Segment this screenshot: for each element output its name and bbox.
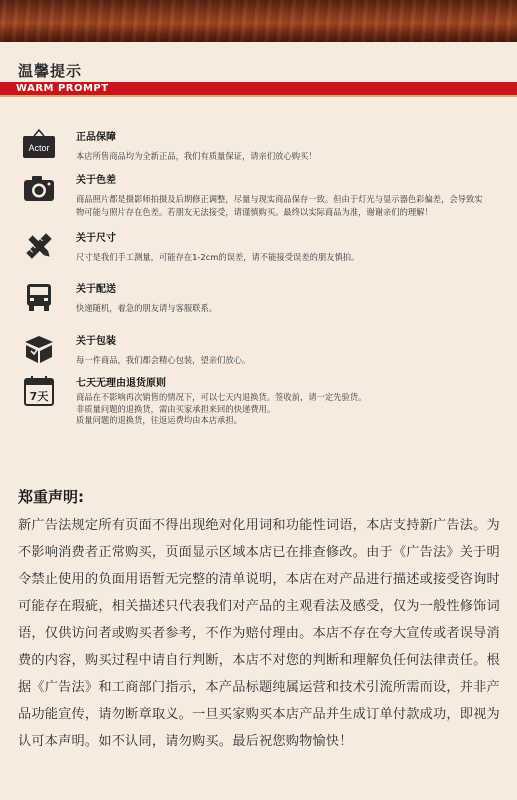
actor-badge-text: Actor [28,143,50,153]
package-icon [22,332,56,366]
item-desc: 尺寸是我们手工测量，可能存在1-2cm的误差，请不能接受误差的朋友慎拍。 [76,252,360,262]
statement-text: 新广告法规定所有页面不得出现绝对化用词和功能性词语，本店支持新广告法。为不影响消费者正常购买，页面显示区域本店已在排查修改。由于《广告法》关于明令禁止使用的负面用语暂无完整的清单说明，本店在对产品进行描述或接受咨询时可能存在瑕疵，相关描述只代表我们对产品的主观看法及感受，仅为一般性修饰词语，仅供访问者或购买者参考，不作为赔付理由。本店不存在夸大宣传或者误导消费的内容，购买过程中请自行判断，本店不对您的判断和理解负任何法律责任。根据《广告法》和工商部门指示，本产品标题纯属运营和技术引流所需而设，并非产品功能宣传，请勿断章取义。一旦买家购买本店产品并生成订单付款成功，即视为认可本声明。如不认同，请勿购买。最后祝您购物愉快！ [18,518,500,749]
item-title: 关于色差 [76,175,116,186]
item-title: 七天无理由退货原则 [76,378,166,389]
truck-icon [22,280,56,314]
page-subtitle: WARM PROMPT [16,83,109,94]
item-desc: 商品在不影响再次销售的情况下，可以七天内退换货。签收前，请一定先验货。 非质量问题的退换货，需由买家承担来回的快递费用。 质量问题的退换货，往返运费均由本店承担。 [76,392,367,425]
item-desc: 快递随机，着急的朋友请与客服联系。 [76,303,218,313]
item-title: 正品保障 [76,132,116,143]
item-desc: 本店所售商品均为全新正品，我们有质量保证，请亲们放心购买！ [76,151,317,161]
calendar-icon-text: 7天 [29,390,49,403]
actor-badge-icon [22,128,56,162]
item-title: 关于尺寸 [76,233,116,244]
statement-title: 郑重声明: [18,488,84,506]
title-bar [0,82,517,95]
item-desc: 每一件商品，我们都会精心包装，望亲们放心。 [76,355,251,365]
page-title: 温馨提示 [18,62,83,80]
wood-banner [0,0,517,42]
calendar-7day-icon [22,374,56,408]
item-title: 关于包装 [76,336,116,347]
divider [0,95,517,97]
ruler-pencil-icon [22,229,56,263]
item-title: 关于配送 [76,284,116,295]
item-desc: 商品照片都是摄影师拍摄及后期修正调整，尽量与现实商品保存一致。但由于灯光与显示器色彩偏差，会导致实物可能与照片存在色差。若朋友无法接受，请谨慎购买。最终以实际商品为准，谢谢亲们的理解！ [76,194,483,217]
camera-icon [22,171,56,205]
